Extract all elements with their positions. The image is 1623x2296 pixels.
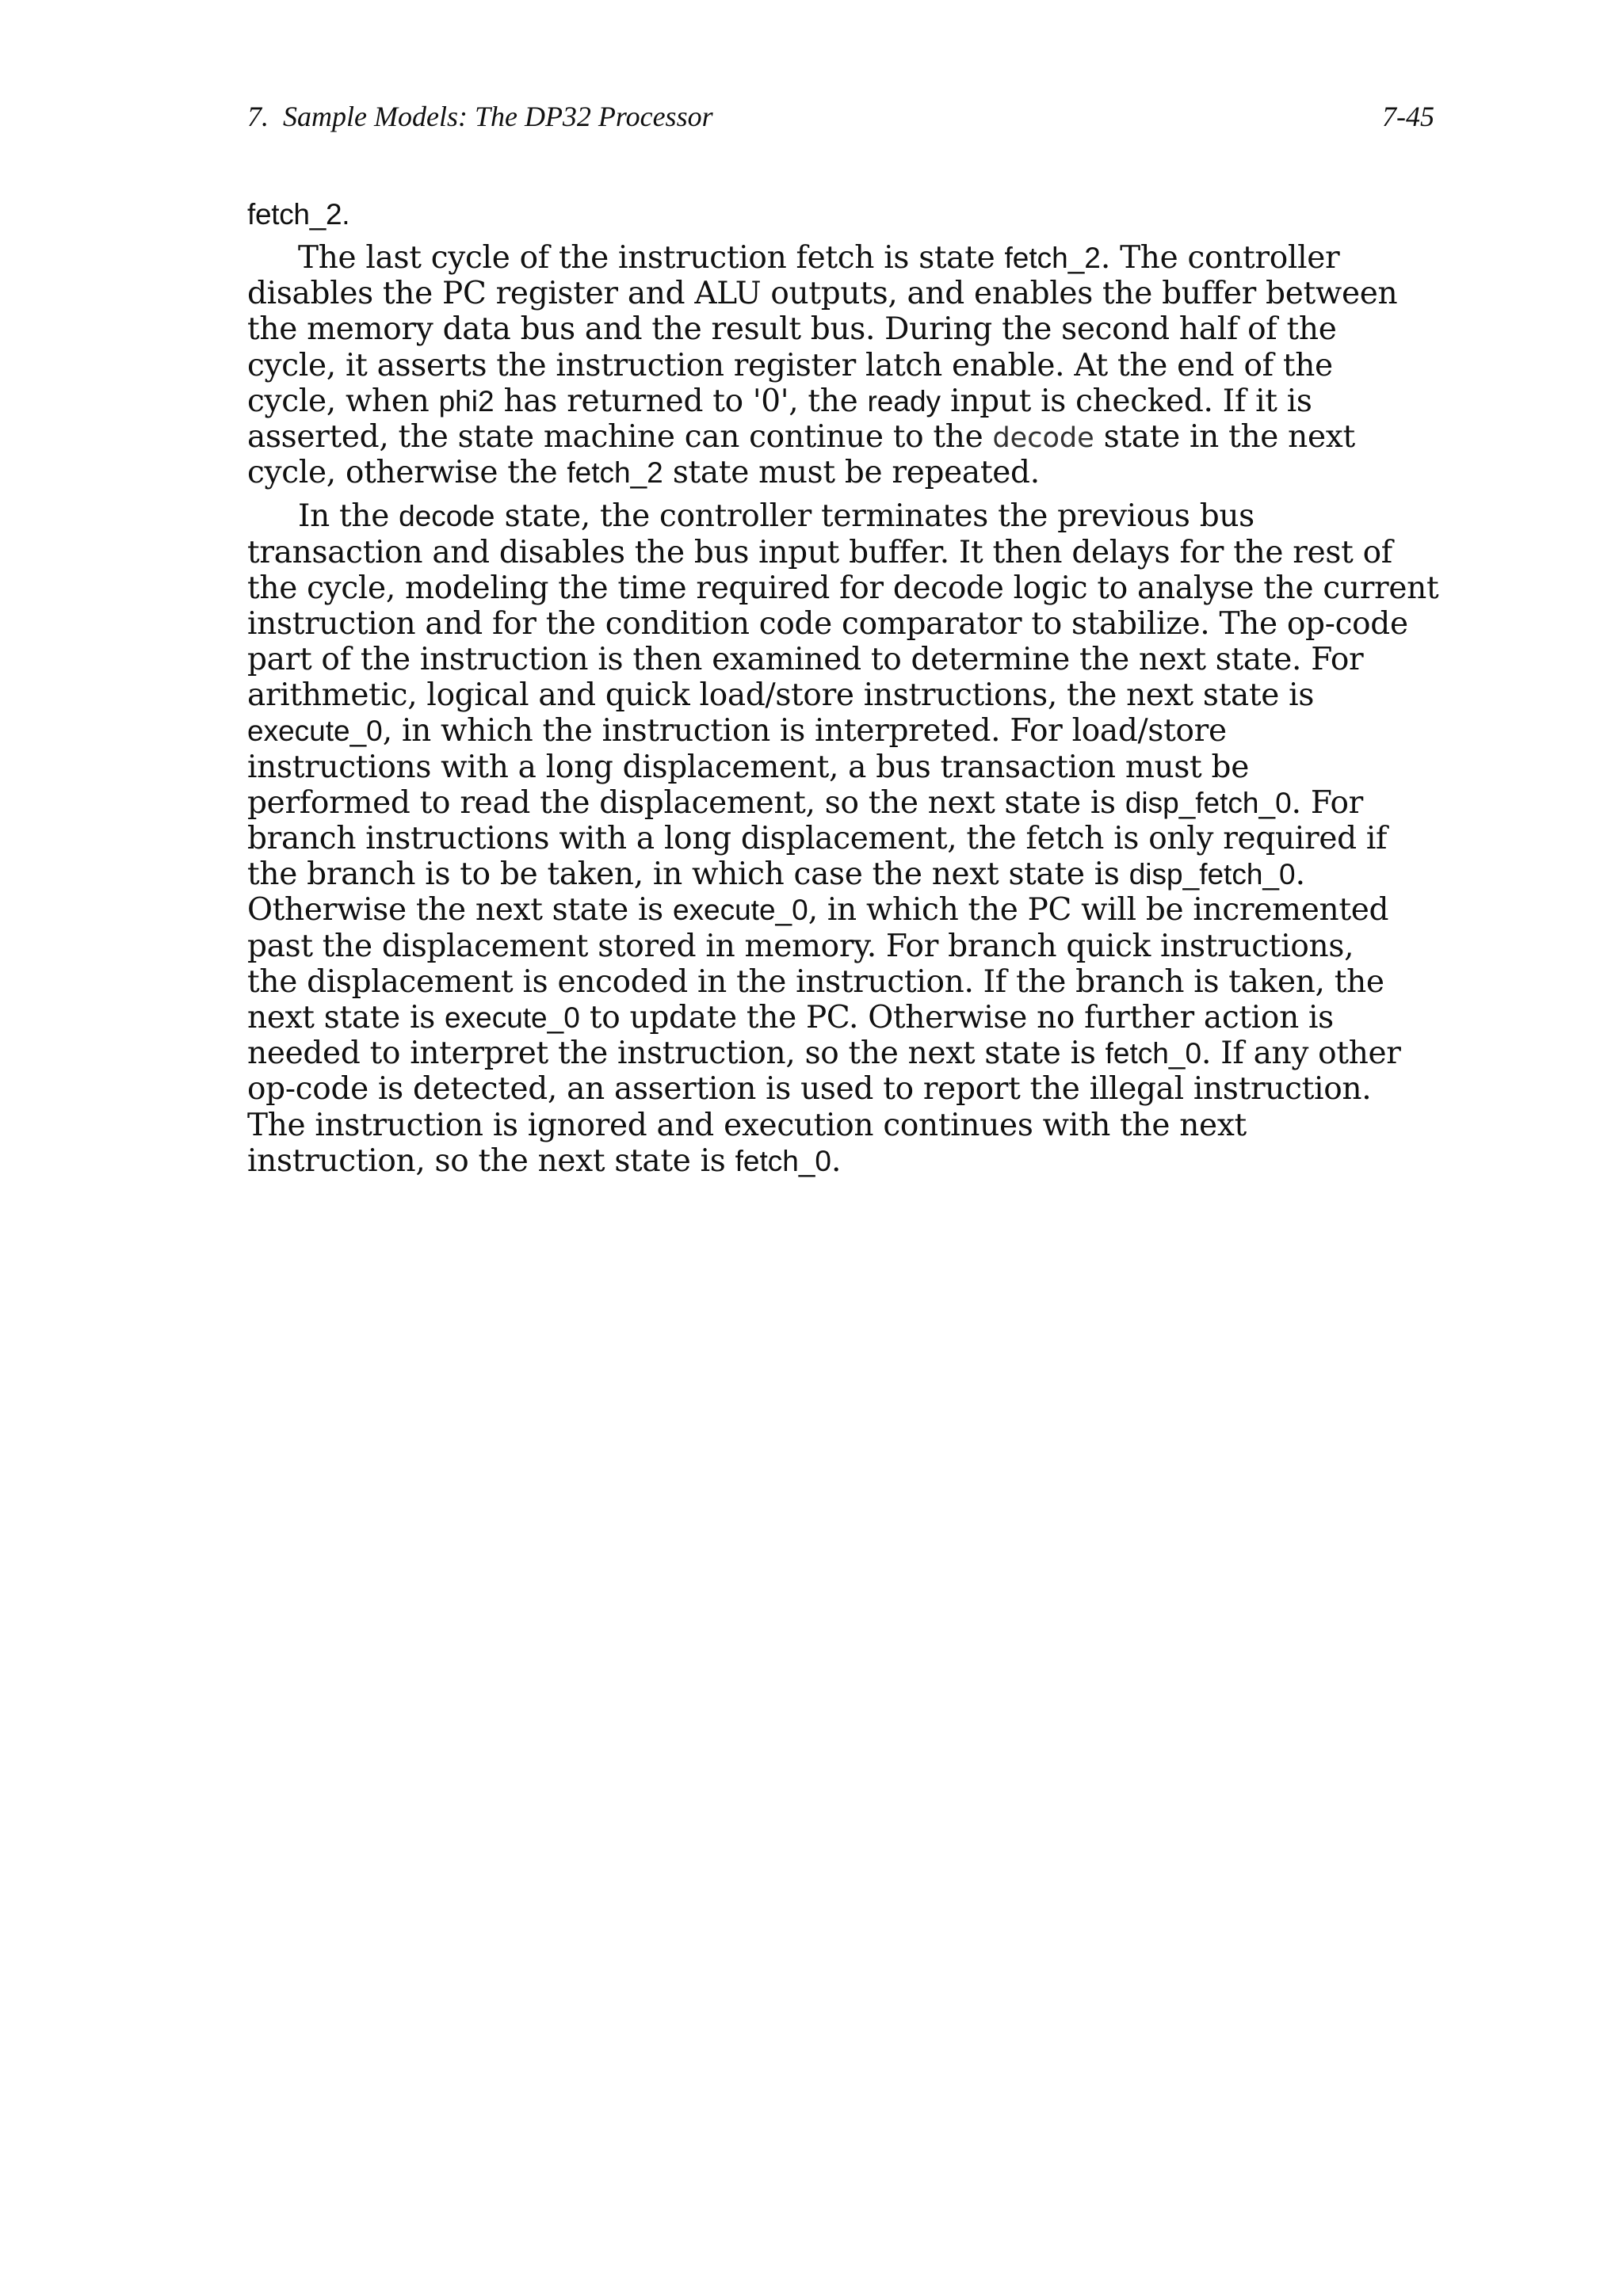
text-line: Otherwise the next state is execute_0, in which the PC will be incremented bbox=[247, 892, 1389, 929]
body-text bbox=[247, 196, 1439, 1187]
code-identifier: execute_0 bbox=[247, 715, 383, 748]
text-line: asserted, the state machine can continue to the decode state in the next bbox=[247, 418, 1355, 455]
code-identifier: disp_fetch_0 bbox=[1125, 786, 1292, 819]
text-line: the cycle, modeling the time required for decode logic to analyse the current bbox=[247, 570, 1439, 606]
code-identifier: fetch_2 bbox=[1004, 242, 1101, 274]
text-line: branch instructions with a long displacement, the fetch is only required if bbox=[247, 821, 1388, 856]
text-line: transaction and disables the bus input buffer. It then delays for the rest of bbox=[247, 534, 1392, 570]
text-line: arithmetic, logical and quick load/store instructions, the next state is bbox=[247, 677, 1315, 714]
text-line: execute_0, in which the instruction is interpreted. For load/store bbox=[247, 713, 1227, 749]
chapter-title: 7. Sample Models: The DP32 Processor bbox=[247, 101, 713, 132]
text-line: the displacement is encoded in the instruction. If the branch is taken, the bbox=[247, 963, 1384, 1000]
text-line: The last cycle of the instruction fetch is state fetch_2. The controller bbox=[298, 240, 1340, 276]
paragraphs bbox=[247, 240, 1439, 1179]
text-line: performed to read the displacement, so the next state is disp_fetch_0. For bbox=[247, 784, 1364, 821]
text-line: instruction and for the condition code comparator to stabilize. The op-code bbox=[247, 605, 1408, 642]
text-line: disables the PC register and ALU outputs, and enables the buffer between bbox=[247, 276, 1398, 312]
code-identifier: ready bbox=[867, 384, 941, 418]
code-identifier: fetch_0 bbox=[735, 1144, 831, 1177]
text-line: instructions with a long displacement, a bus transaction must be bbox=[247, 749, 1249, 785]
text-line: cycle, otherwise the fetch_2 state must be repeated. bbox=[247, 455, 1040, 491]
text-line: cycle, it asserts the instruction register latch enable. At the end of the bbox=[247, 347, 1333, 383]
code-identifier: phi2 bbox=[438, 384, 495, 418]
text-line: part of the instruction is then examined to determine the next state. For bbox=[247, 642, 1364, 678]
code-identifier: fetch_0 bbox=[1105, 1037, 1202, 1070]
code-identifier: execute_0 bbox=[445, 1001, 580, 1034]
text-line: instruction, so the next state is fetch_0. bbox=[247, 1142, 842, 1179]
text-line: op-code is detected, an assertion is used to report the illegal instruction. bbox=[247, 1071, 1372, 1108]
code-identifier: execute_0 bbox=[672, 894, 808, 927]
text-line: needed to interpret the instruction, so the next state is fetch_0. If any other bbox=[247, 1035, 1401, 1072]
text-line: next state is execute_0 to update the PC. Otherwise no further action is bbox=[247, 999, 1334, 1035]
code-identifier: decode bbox=[992, 421, 1094, 454]
code-identifier: disp_fetch_0 bbox=[1128, 858, 1296, 891]
text-line: past the displacement stored in memory. For branch quick instructions, bbox=[247, 928, 1354, 964]
text-line: the memory data bus and the result bus. During the second half of the bbox=[247, 311, 1337, 348]
paragraph bbox=[247, 498, 1439, 1179]
text-line: In the decode state, the controller terminates the previous bus bbox=[298, 498, 1254, 535]
section-label: fetch_2. bbox=[247, 198, 350, 231]
paragraph bbox=[247, 240, 1436, 490]
text-line: cycle, when phi2 has returned to '0', the ready input is checked. If it is bbox=[247, 383, 1312, 419]
page-number: 7-45 bbox=[1382, 101, 1434, 132]
text-line: The instruction is ignored and execution continues with the next bbox=[247, 1107, 1247, 1143]
code-identifier: decode bbox=[399, 500, 495, 533]
running-header bbox=[247, 97, 1434, 136]
text-line: the branch is to be taken, in which case the next state is disp_fetch_0. bbox=[247, 856, 1305, 893]
code-identifier: fetch_2 bbox=[567, 456, 663, 490]
